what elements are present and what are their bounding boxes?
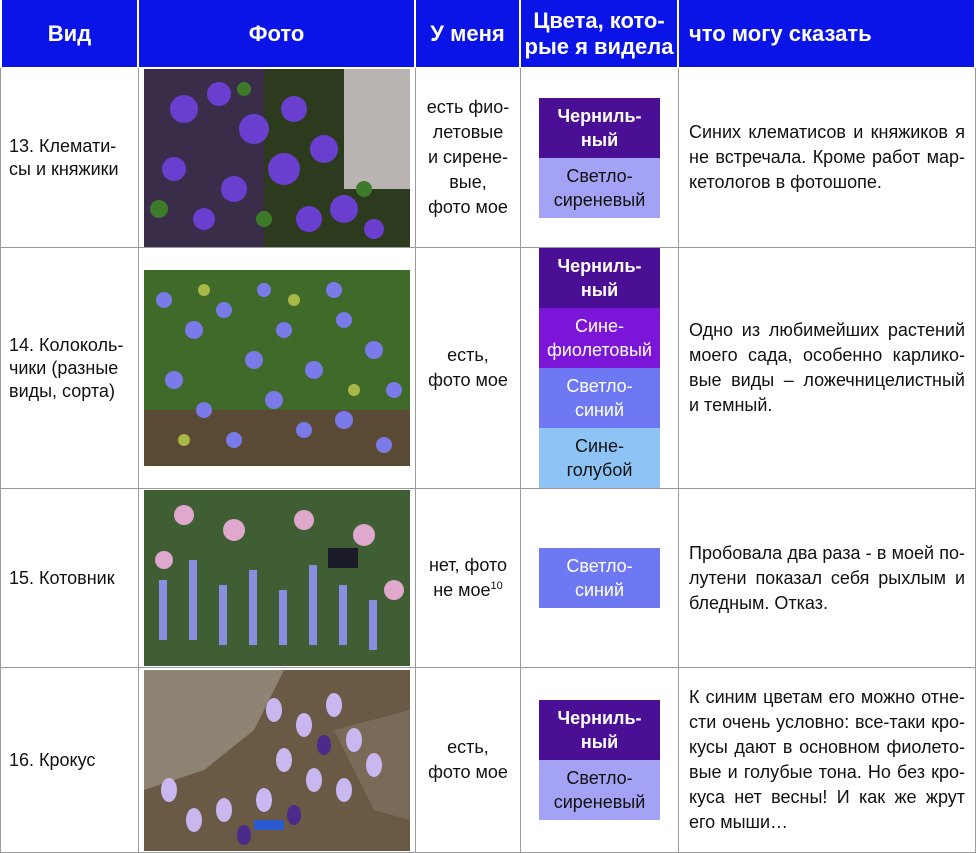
- colors-cell: [521, 248, 679, 489]
- colors-cell: [521, 668, 679, 853]
- bellflower-photo: [144, 270, 410, 466]
- comment-cell: К синим цветам его можно отне-сти очень условно: все-таки кро-кусы дают в основном фиолето-вые и голубые тона. Но без кро-куса нет весны! И как же жрут его мыши…: [679, 668, 976, 853]
- photo-cell: [139, 248, 416, 489]
- species-cell: 15. Котовник: [0, 489, 139, 668]
- header-species: Вид: [0, 0, 139, 68]
- photo-cell: [139, 68, 416, 248]
- colors-cell: [521, 489, 679, 668]
- table-row: [0, 668, 976, 853]
- mine-cell: есть, фото мое: [416, 248, 521, 489]
- color-swatch: Светло- сиреневый: [539, 760, 660, 820]
- mine-cell: есть, фото мое: [416, 668, 521, 853]
- photo-cell: [139, 489, 416, 668]
- header-row: [0, 0, 976, 68]
- header-comment: что могу сказать: [679, 0, 976, 68]
- header-mine: У меня: [416, 0, 521, 68]
- table-row: [0, 248, 976, 489]
- color-swatch: Черниль- ный: [539, 248, 660, 308]
- color-swatch: Светло- сиреневый: [539, 158, 660, 218]
- color-swatch: Черниль- ный: [539, 98, 660, 158]
- species-cell: 14. Колоколь- чики (разные виды, сорта): [0, 248, 139, 489]
- mine-cell: нет, фото не мое$^{10}$: [416, 489, 521, 668]
- comment-cell: Одно из любимейших растений моего сада, особенно карлико-вые виды – ложечницелистный и темный.: [679, 248, 976, 489]
- color-swatch: Черниль- ный: [539, 700, 660, 760]
- table-row: [0, 489, 976, 668]
- mine-cell: есть фио- летовые и сирене- вые, фото мое: [416, 68, 521, 248]
- comment-cell: Синих клематисов и княжиков я не встречала. Кроме работ мар-кетологов в фотошопе.: [679, 68, 976, 248]
- header-colors: Цвета, кото- рые я видела: [521, 0, 679, 68]
- color-swatch: Сине- фиолетовый: [539, 308, 660, 368]
- clematis-photo: [144, 69, 410, 247]
- table-row: [0, 68, 976, 248]
- comment-cell: Пробовала два раза - в моей по-лутени показал себя рыхлым и бледным. Отказ.: [679, 489, 976, 668]
- catmint-photo: [144, 490, 410, 666]
- colors-cell: [521, 68, 679, 248]
- color-swatch: Светло- синий: [539, 548, 660, 608]
- color-swatch: Сине- голубой: [539, 428, 660, 488]
- species-cell: 16. Крокус: [0, 668, 139, 853]
- header-photo: Фото: [139, 0, 416, 68]
- photo-cell: [139, 668, 416, 853]
- color-swatch: Светло- синий: [539, 368, 660, 428]
- crocus-photo: [144, 670, 410, 851]
- species-cell: 13. Клемати- сы и княжики: [0, 68, 139, 248]
